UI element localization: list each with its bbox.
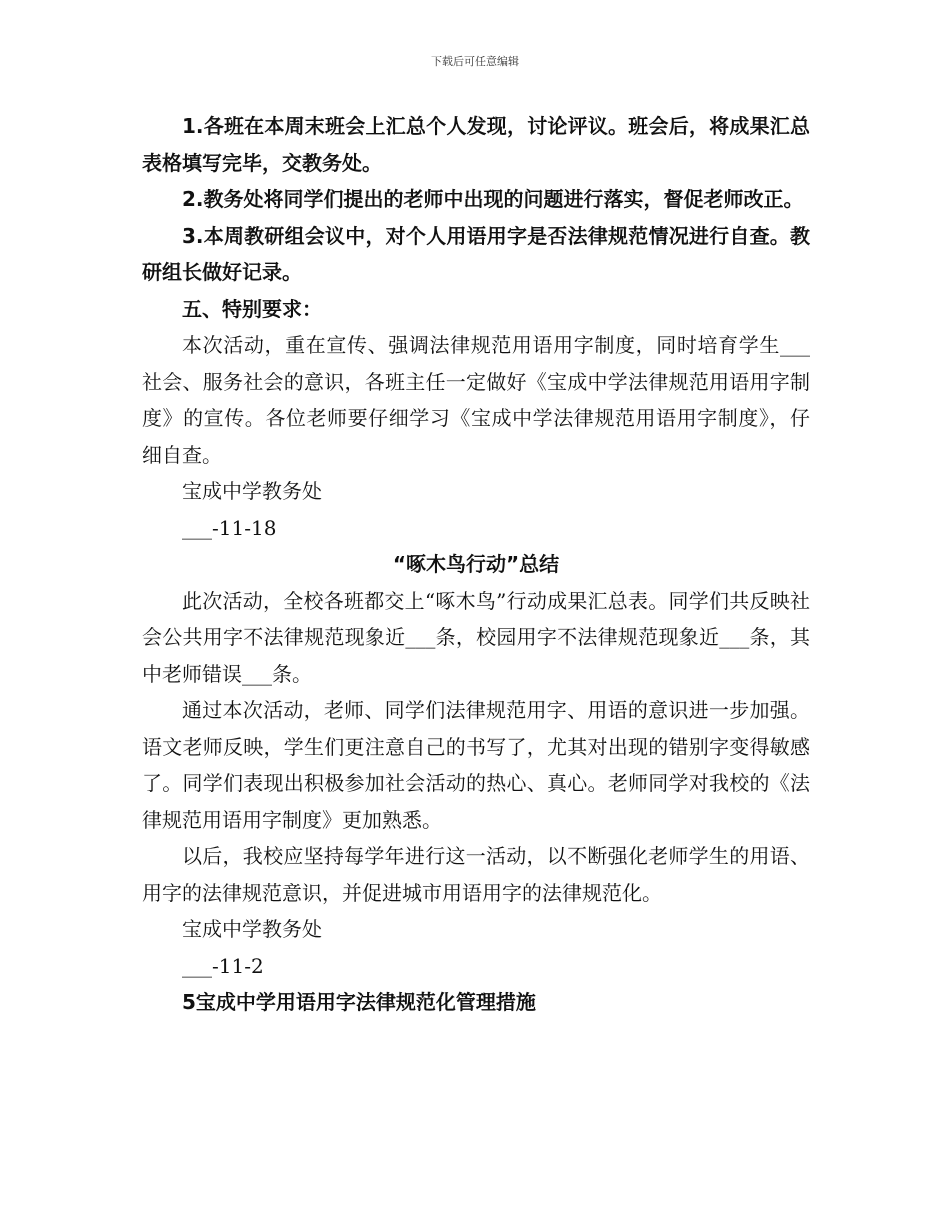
next-section-heading: 5宝成中学用语用字法律规范化管理措施 bbox=[182, 990, 536, 1014]
summary-paragraph-1: 此次活动，全校各班都交上“啄木鸟”行动成果汇总表。同学们共反映社会公共用字不法律规范现象近___条，校园用字不法律规范现象近___条，其中老师错误___条。 bbox=[142, 588, 810, 686]
list-item-3: 3.本周教研组会议中，对个人用语用字是否法律规范情况进行自查。教研组长做好记录。 bbox=[142, 223, 810, 284]
list-item-2: 2.教务处将同学们提出的老师中出现的问题进行落实，督促老师改正。 bbox=[182, 187, 804, 211]
special-requirements-body: 本次活动，重在宣传、强调法律规范用语用字制度，同时培育学生___社会、服务社会的意识，各班主任一定做好《宝成中学法律规范用语用字制度》的宣传。各位老师要仔细学习《宝成中学法律规范用语用字制度》，仔细自查。 bbox=[142, 333, 810, 467]
summary-title: “啄木鸟行动”总结 bbox=[392, 552, 560, 576]
section-heading-special-requirements: 五、特别要求： bbox=[182, 296, 322, 321]
summary-date: ___-11-2 bbox=[182, 953, 264, 978]
page-header-note: 下载后可任意编辑 bbox=[431, 55, 519, 68]
summary-paragraph-2: 通过本次活动，老师、同学们法律规范用字、用语的意识进一步加强。语文老师反映，学生们更注意自己的书写了，尤其对出现的错别字变得敏感了。同学们表现出积极参加社会活动的热心、真心。老师同学对我校的《法律规范用语用字制度》更加熟悉。 bbox=[142, 698, 810, 832]
document-body bbox=[142, 108, 810, 1021]
summary-paragraph-3: 以后，我校应坚持每学年进行这一活动，以不断强化老师学生的用语、用字的法律规范意识，并促进城市用语用字的法律规范化。 bbox=[142, 844, 810, 905]
summary-signature: 宝成中学教务处 bbox=[182, 917, 322, 941]
date-line: ___-11-18 bbox=[182, 515, 277, 540]
list-item-1: 1.各班在本周末班会上汇总个人发现，讨论评议。班会后，将成果汇总表格填写完毕，交教务处。 bbox=[142, 114, 810, 175]
signature-office: 宝成中学教务处 bbox=[182, 479, 322, 503]
